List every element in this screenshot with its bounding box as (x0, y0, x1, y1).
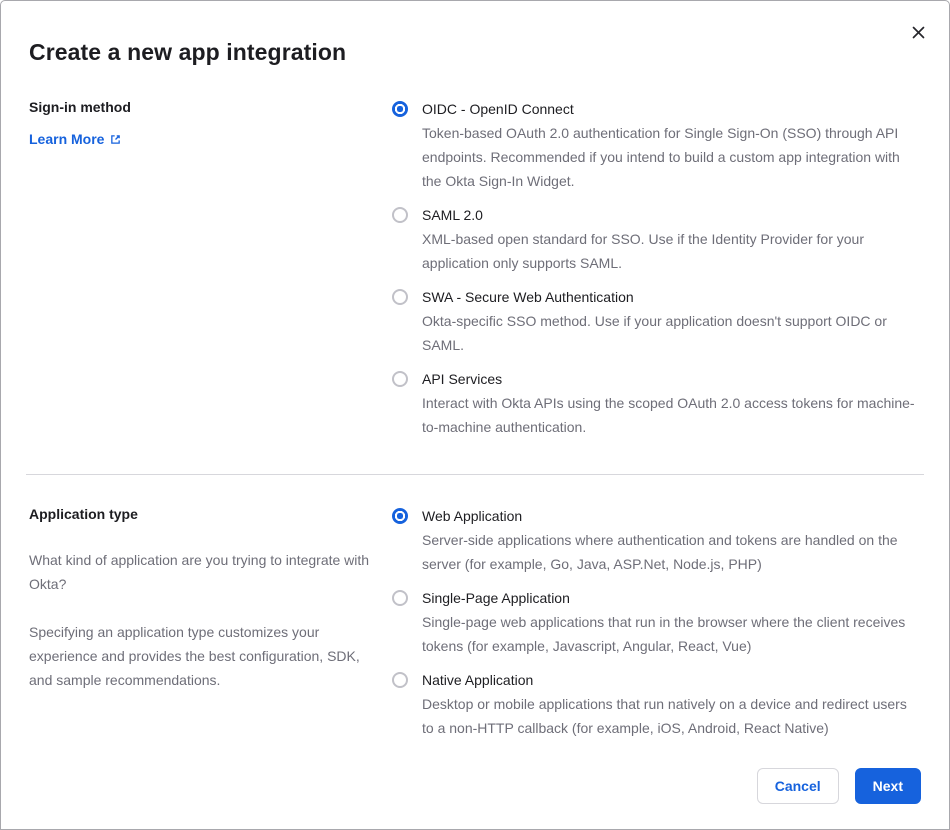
application-type-helper-1: What kind of application are you trying to integrate with Okta? (29, 552, 370, 592)
option-swa-label[interactable]: SWA - Secure Web Authentication (422, 289, 634, 305)
option-oidc[interactable] (392, 97, 921, 193)
close-button[interactable] (908, 22, 928, 42)
signin-method-options (392, 97, 921, 439)
application-type-section (29, 504, 921, 740)
signin-method-section (29, 97, 921, 439)
option-swa[interactable] (392, 285, 921, 357)
close-icon (911, 25, 926, 40)
option-single-page-application-description: Single-page web applications that run in the browser where the client receives tokens (for example, Javascript, Angular, React, Vue) (422, 614, 906, 654)
option-native-application-description: Desktop or mobile applications that run natively on a device and redirect users to a non-HTTP callback (for example, iOS, Android, React Native) (422, 696, 907, 736)
option-saml-label[interactable]: SAML 2.0 (422, 207, 483, 223)
option-native-application-label[interactable]: Native Application (422, 672, 534, 688)
application-type-helper-2: Specifying an application type customizes your experience and provides the best configuration, SDK, and sample recommendations. (29, 624, 360, 688)
option-api-services[interactable] (392, 367, 921, 439)
option-saml-description: XML-based open standard for SSO. Use if the Identity Provider for your application only supports SAML. (422, 231, 864, 271)
radio-saml[interactable] (392, 207, 408, 223)
radio-single-page-application[interactable] (392, 590, 408, 606)
application-type-label: Application type (29, 506, 138, 522)
learn-more-label: Learn More (29, 131, 105, 147)
signin-method-left-column (29, 97, 392, 149)
option-web-application-label[interactable]: Web Application (422, 508, 523, 524)
radio-swa[interactable] (392, 289, 408, 305)
option-oidc-label[interactable]: OIDC - OpenID Connect (422, 101, 574, 117)
radio-api-services[interactable] (392, 371, 408, 387)
radio-native-application[interactable] (392, 672, 408, 688)
application-type-left-column (29, 504, 392, 692)
next-button[interactable]: Next (855, 768, 921, 804)
section-divider (26, 474, 924, 475)
radio-oidc[interactable] (392, 101, 408, 117)
application-type-options (392, 504, 921, 740)
option-saml[interactable] (392, 203, 921, 275)
option-single-page-application-label[interactable]: Single-Page Application (422, 590, 570, 606)
cancel-button[interactable]: Cancel (757, 768, 839, 804)
option-api-services-label[interactable]: API Services (422, 371, 503, 387)
option-api-services-description: Interact with Okta APIs using the scoped OAuth 2.0 access tokens for machine-to-machine authentication. (422, 395, 915, 435)
page-title: Create a new app integration (29, 39, 347, 65)
external-link-icon (109, 133, 122, 146)
learn-more-link[interactable] (29, 131, 122, 147)
option-web-application-description: Server-side applications where authentication and tokens are handled on the server (for example, Go, Java, ASP.Net, Node.js, PHP) (422, 532, 898, 572)
option-swa-description: Okta-specific SSO method. Use if your application doesn't support OIDC or SAML. (422, 313, 887, 353)
option-native-application[interactable] (392, 668, 921, 740)
option-oidc-description: Token-based OAuth 2.0 authentication for Single Sign-On (SSO) through API endpoints. Recommended if you intend to build a custom app integration with the Okta Sign-In Widget. (422, 125, 900, 189)
option-web-application[interactable] (392, 504, 921, 576)
radio-web-application[interactable] (392, 508, 408, 524)
signin-method-label: Sign-in method (29, 99, 131, 115)
dialog-footer (757, 768, 921, 804)
option-single-page-application[interactable] (392, 586, 921, 658)
